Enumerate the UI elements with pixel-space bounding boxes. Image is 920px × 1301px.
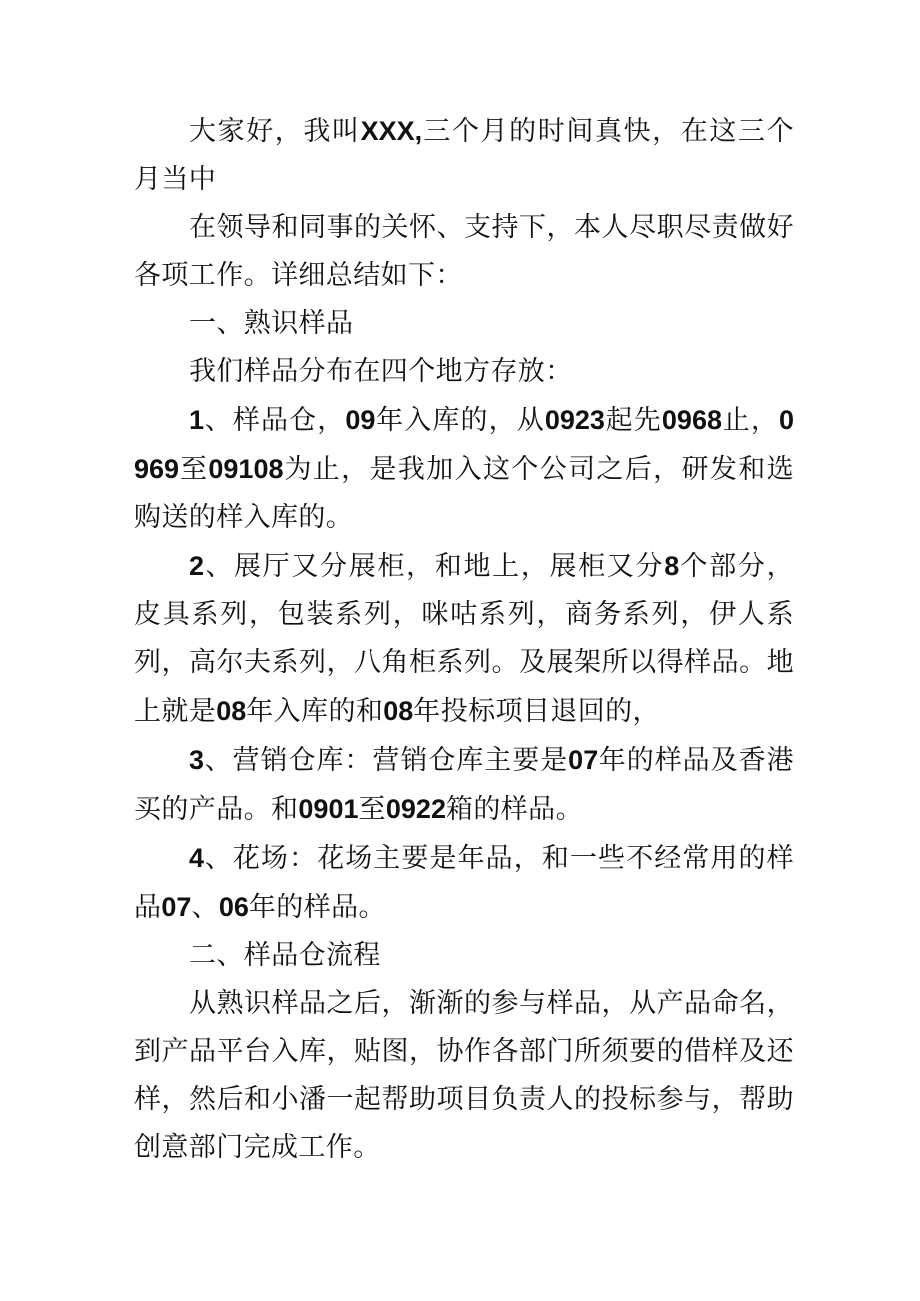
number-run: 0969: [134, 405, 794, 484]
text-run: 年入库的，从: [375, 405, 545, 436]
list-item-1: [134, 396, 794, 542]
intro-paragraph-2: 在领导和同事的关怀、支持下，本人尽职尽责做好各项工作。详细总结如下：: [134, 212, 794, 291]
number-run: 07: [161, 892, 192, 922]
number-run: 08: [216, 696, 247, 726]
text-run: 年入库的和: [246, 696, 384, 727]
text-run: 、样品仓，: [204, 405, 346, 436]
item-number: 3: [189, 745, 205, 775]
text-run: 、营销仓库：营销仓库主要是: [204, 745, 569, 776]
intro-paragraph-1: [134, 107, 794, 204]
name-placeholder: XXX,: [360, 116, 423, 146]
text-run: 至: [358, 794, 386, 825]
number-run: 09: [345, 405, 376, 435]
text-run: 大家好，我叫: [189, 116, 361, 147]
section1-lead: 我们样品分布在四个地方存放：: [189, 356, 573, 387]
text-run: 、展厅又分展柜，和地上，展柜又分: [204, 551, 665, 582]
document-page: [134, 107, 794, 1172]
item-number: 4: [189, 843, 205, 873]
number-run: 07: [568, 745, 599, 775]
section-heading-1: 一、熟识样品: [189, 308, 354, 339]
text-run: 、花场：花场主要是年品，和一些不经常用的样品: [134, 843, 794, 923]
number-run: 08: [383, 696, 414, 726]
text-run: 三个月的时间真快，在这三个月当中: [134, 116, 794, 195]
text-run: 为止，是我加入这个公司之后，研发和选购送的样入库的。: [134, 454, 794, 533]
number-run: 0923: [544, 405, 605, 435]
item-number: 1: [189, 405, 205, 435]
text-run: 年的样品及香港买的产品。和: [134, 745, 794, 825]
text-run: 、: [191, 892, 219, 923]
text-run: 个部分，皮具系列，包装系列，咪咕系列，商务系列，伊人系列，高尔夫系列，八角柜系列。及展架所以得样品。地上就是: [134, 551, 794, 727]
item-number: 2: [189, 551, 205, 581]
number-run: 0922: [385, 794, 446, 824]
text-run: 至: [179, 454, 209, 485]
number-run: 0968: [661, 405, 722, 435]
text-run: 起先: [604, 405, 662, 436]
number-run: 8: [664, 551, 680, 581]
list-item-3: [134, 736, 794, 834]
text-run: 箱的样品。: [445, 794, 583, 825]
number-run: 06: [218, 892, 249, 922]
section2-body: 从熟识样品之后，渐渐的参与样品，从产品命名，到产品平台入库，贴图，协作各部门所须要的借样及还样，然后和小潘一起帮助项目负责人的投标参与，帮助创意部门完成工作。: [134, 988, 794, 1163]
number-run: 0901: [298, 794, 359, 824]
text-run: 年投标项目退回的，: [413, 696, 660, 727]
section-heading-2: 二、样品仓流程: [189, 940, 381, 971]
text-run: 止，: [721, 405, 779, 436]
text-run: 年的样品。: [248, 892, 386, 923]
number-run: 09108: [208, 454, 284, 484]
list-item-2: [134, 542, 794, 736]
list-item-4: [134, 834, 794, 932]
